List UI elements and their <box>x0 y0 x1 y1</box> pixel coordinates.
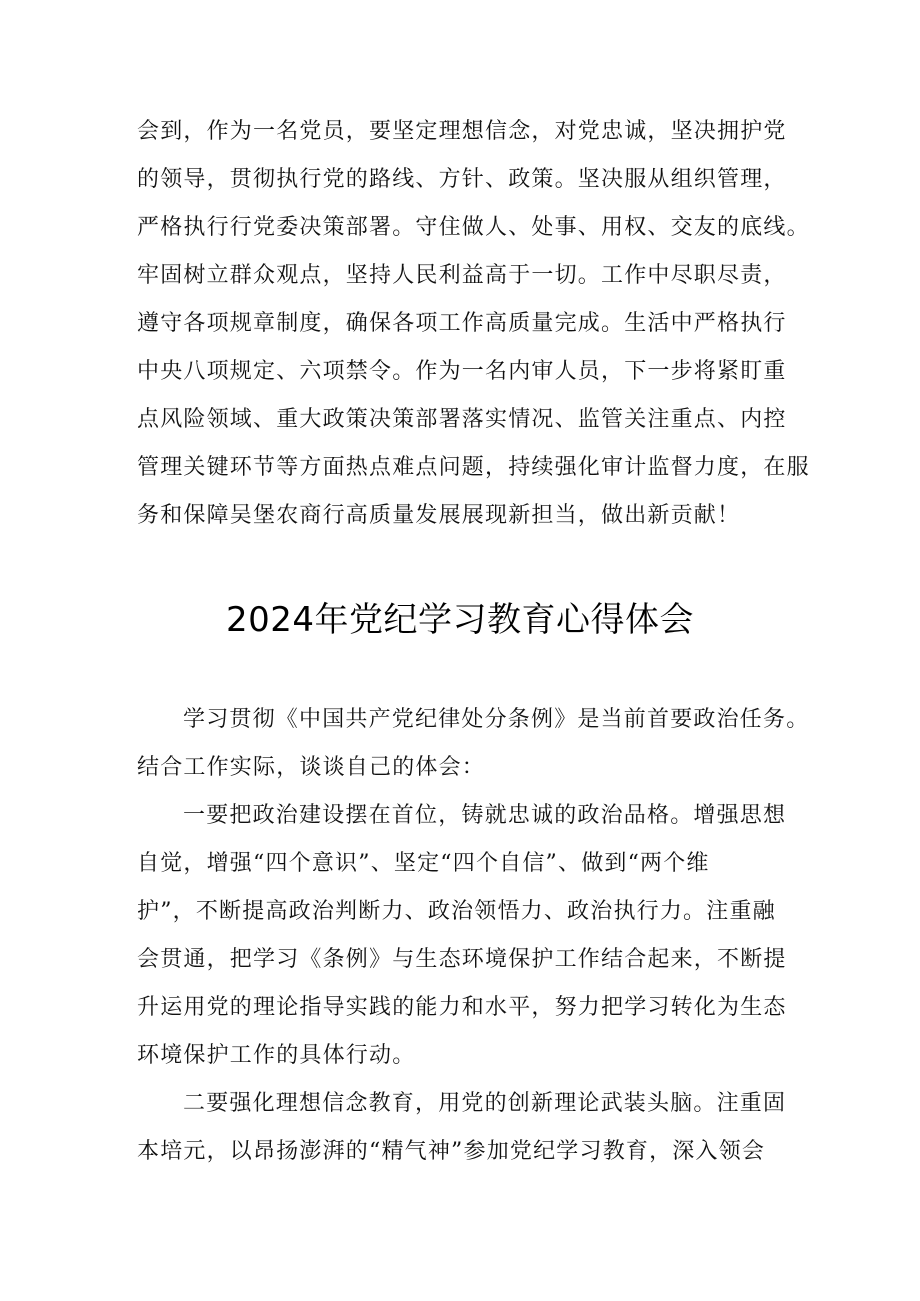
paragraph-line: 一要把政治建设摆在首位，铸就忠诚的政治品格。增强思想 <box>183 803 787 828</box>
paragraph-line: 遵守各项规章制度，确保各项工作高质量完成。生活中严格执行 <box>137 311 787 336</box>
paragraph-line: 会贯通，把学习《条例》与生态环境保护工作结合起来，不断提 <box>137 947 787 972</box>
paragraph-line: 本培元，以昂扬澎湃的“精气神”参加党纪学习教育，深入领会 <box>137 1139 766 1164</box>
paragraph-line: 结合工作实际，谈谈自己的体会： <box>137 755 486 780</box>
paragraph-line: 护”，不断提高政治判断力、政治领悟力、政治执行力。注重融 <box>137 899 776 924</box>
page-title: 2024年党纪学习教育心得体会 <box>225 600 695 640</box>
paragraph-line: 环境保护工作的具体行动。 <box>137 1043 416 1068</box>
paragraph-line: 点风险领域、重大政策决策部署落实情况、监管关注重点、内控 <box>137 407 787 432</box>
paragraph-line: 务和保障吴堡农商行高质量发展展现新担当，做出新贡献！ <box>137 503 741 528</box>
paragraph-line: 牢固树立群众观点，坚持人民利益高于一切。工作中尽职尽责， <box>137 263 787 288</box>
paragraph-line: 学习贯彻《中国共产党纪律处分条例》是当前首要政治任务。 <box>183 707 810 732</box>
paragraph-line: 的领导，贯彻执行党的路线、方针、政策。坚决服从组织管理， <box>137 167 787 192</box>
paragraph-line: 管理关键环节等方面热点难点问题，持续强化审计监督力度，在服 <box>137 455 810 480</box>
paragraph-line: 会到，作为一名党员，要坚定理想信念，对党忠诚，坚决拥护党 <box>137 119 787 144</box>
paragraph-line: 严格执行行党委决策部署。守住做人、处事、用权、交友的底线。 <box>137 215 810 240</box>
paragraph-line: 二要强化理想信念教育，用党的创新理论武装头脑。注重固 <box>183 1091 787 1116</box>
paragraph-line: 升运用党的理论指导实践的能力和水平，努力把学习转化为生态 <box>137 995 787 1020</box>
paragraph-line: 中央八项规定、六项禁令。作为一名内审人员，下一步将紧盯重 <box>137 359 787 384</box>
paragraph-line: 自觉，增强“四个意识”、坚定“四个自信”、做到“两个维 <box>137 851 710 876</box>
